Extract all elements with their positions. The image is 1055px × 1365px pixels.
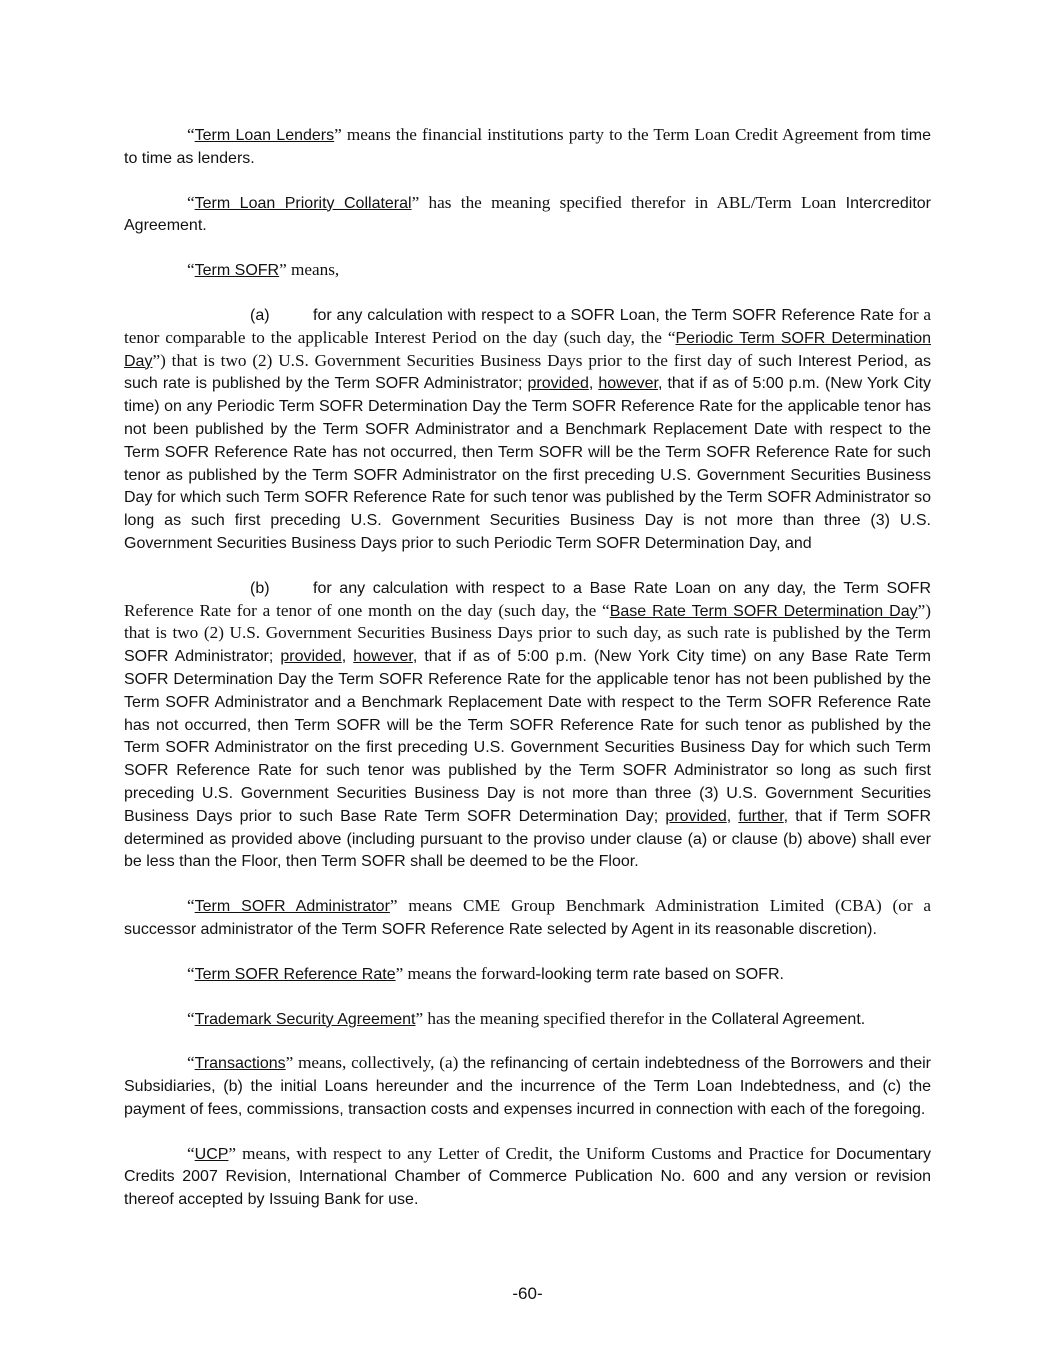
defined-term: Term SOFR Reference Rate xyxy=(194,965,396,983)
page-number: -60- xyxy=(512,1284,543,1303)
definition-term-sofr: “Term SOFR” means, xyxy=(187,260,340,280)
defined-term: UCP xyxy=(194,1145,229,1163)
defined-term: Trademark Security Agreement xyxy=(194,1010,416,1028)
defined-term: Term SOFR Administrator xyxy=(194,898,390,916)
clause-label: (a) xyxy=(250,306,270,324)
definition-trademark-security-agreement: “Trademark Security Agreement” has the meaning specified therefor in the Collateral Agreement. xyxy=(187,1008,866,1028)
document-body xyxy=(124,124,931,1233)
defined-term: Term Loan Priority Collateral xyxy=(194,194,412,212)
definition-term-loan-priority-collateral: “Term Loan Priority Collateral” has the meaning specified therefor in ABL/Term Loan Intercreditor Agreement. xyxy=(124,192,931,235)
definition-ucp: “UCP” means, with respect to any Letter of Credit, the Uniform Customs and Practice for Documentary Credits 2007 Revision, International Chamber of Commerce Publication No. 600 and any version or revision thereof accepted by Issuing Bank for use. xyxy=(124,1143,932,1209)
clause-label: (b) xyxy=(250,579,270,597)
defined-term: Transactions xyxy=(194,1055,286,1073)
defined-term: Base Rate Term SOFR Determination Day xyxy=(609,602,918,620)
definition-transactions: “Transactions” means, collectively, (a) the refinancing of certain indebtedness of the Borrowers and their Subsidiaries, (b) the initial Loans hereunder and the incurrence of the Term Loan Indebtedness, and (c) the payment of fees, commissions, transaction costs and expenses incurred in connection with each of the foregoing. xyxy=(124,1053,932,1118)
definition-term-sofr-administrator: “Term SOFR Administrator” means CME Group Benchmark Administration Limited (CBA) (or a successor administrator of the Term SOFR Reference Rate selected by Agent in its reasonable discretion). xyxy=(124,896,931,938)
defined-term: Term Loan Lenders xyxy=(194,127,335,144)
clause-a: (a) for any calculation with respect to a SOFR Loan, the Term SOFR Reference Rate for a tenor comparable to the applicable Interest Period on the day (such day, the “Periodic Term SOFR Determination Day”) that is two (2) U.S. Government Securities Business Days prior to the first day of such Interest Period, as such rate is published by the Term SOFR Administrator; provided, however, that if as of 5:00 p.m. (New York City time) on any Periodic Term SOFR Determination Day the Term SOFR Reference Rate for the applicable tenor has not been published by the Term SOFR Administrator and a Benchmark Replacement Date with respect to the Term SOFR Reference Rate has not occurred, then Term SOFR will be the Term SOFR Reference Rate for such tenor as published by the Term SOFR Administrator on the first preceding U.S. Government Securities Business Day for which such Term SOFR Reference Rate for such tenor was published by the Term SOFR Administrator so long as such first preceding U.S. Government Securities Business Day is not more than three (3) U.S. Government Securities Business Days prior to such Periodic Term SOFR Determination Day, and xyxy=(124,304,932,552)
definition-term-sofr-reference-rate: “Term SOFR Reference Rate” means the forward-looking term rate based on SOFR. xyxy=(187,963,784,983)
defined-term: Periodic Term SOFR Determination Day xyxy=(124,329,932,370)
definition-term-loan-lenders: “Term Loan Lenders” means the financial institutions party to the Term Loan Credit Agreement from time to time as lenders. xyxy=(124,125,932,167)
clause-b: (b) for any calculation with respect to a Base Rate Loan on any day, the Term SOFR Reference Rate for a tenor of one month on the day (such day, the “Base Rate Term SOFR Determination Day”) that is two (2) U.S. Government Securities Business Days prior to such day, as such rate is published by the Term SOFR Administrator; provided, however, that if as of 5:00 p.m. (New York City time) on any Base Rate Term SOFR Determination Day the Term SOFR Reference Rate for the applicable tenor has not been published by the Term SOFR Administrator and a Benchmark Replacement Date with respect to the Term SOFR Reference Rate has not occurred, then Term SOFR will be the Term SOFR Reference Rate for such tenor as published by the Term SOFR Administrator on the first preceding U.S. Government Securities Business Day for which such Term SOFR Reference Rate for such tenor was published by the Term SOFR Administrator so long as such first preceding U.S. Government Securities Business Day is not more than three (3) U.S. Government Securities Business Days prior to such Base Rate Term SOFR Determination Day; provided, further, that if Term SOFR determined as provided above (including pursuant to the proviso under clause (a) or clause (b) above) shall ever be less than the Floor, then Term SOFR shall be deemed to be the Floor. xyxy=(124,579,932,871)
defined-term: Term SOFR xyxy=(194,262,280,280)
